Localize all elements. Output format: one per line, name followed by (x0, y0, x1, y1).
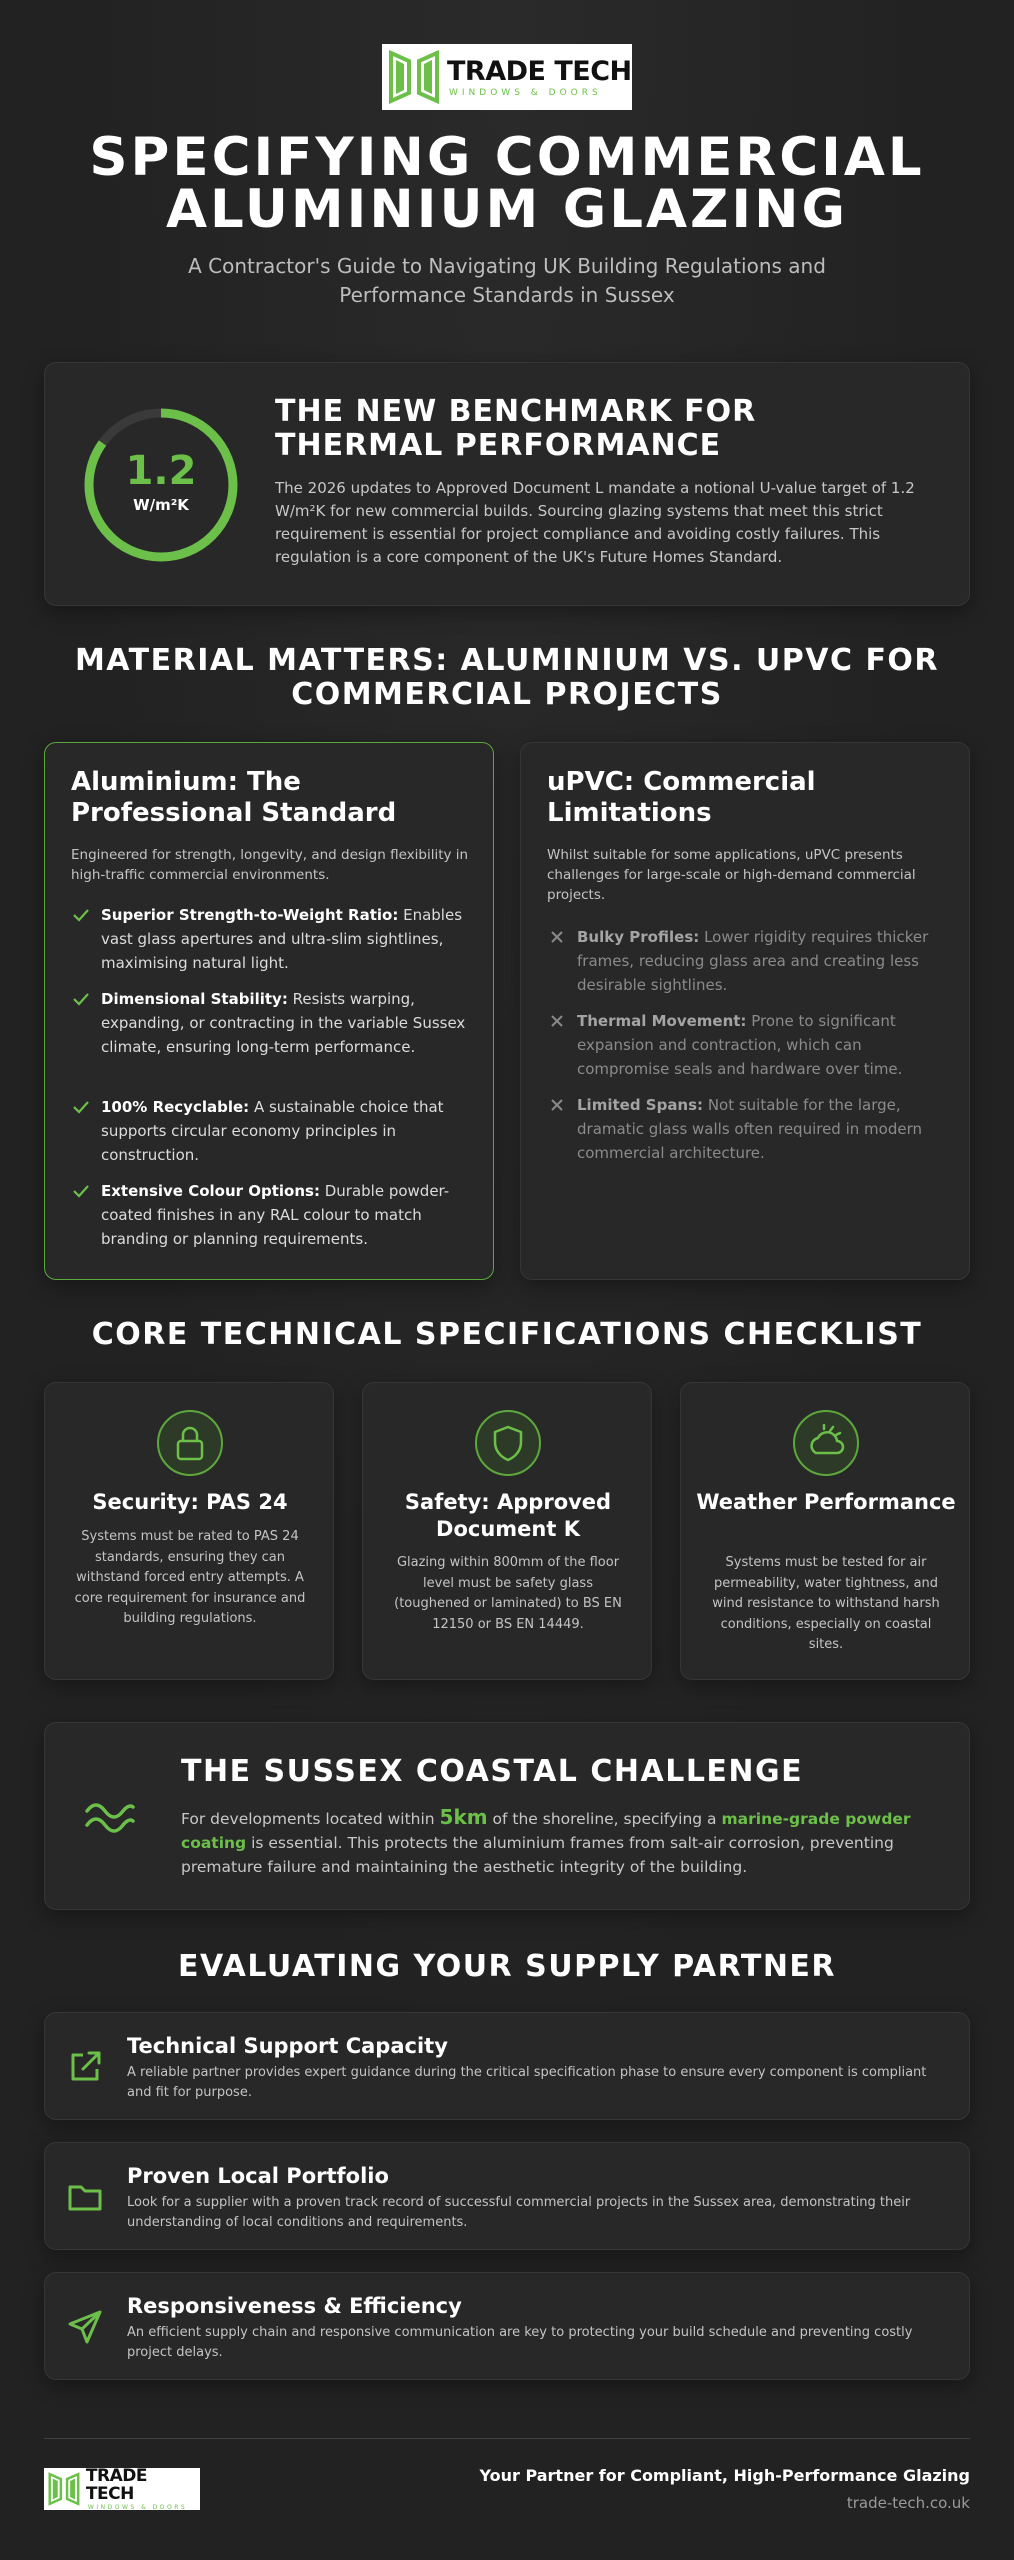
partner-card-support (44, 2012, 970, 2120)
aluminium-card (44, 742, 494, 1280)
shield-icon (474, 1409, 542, 1477)
item-text: Not suitable for the large, dramatic glass walls often required in modern commercial architecture. (577, 1096, 922, 1162)
cross-icon (547, 1011, 567, 1031)
partner-item-body: Look for a supplier with a proven track record of successful commercial projects in the Sussex area, demonstrating their understanding of local conditions and requirements. (127, 2195, 911, 2230)
list-item (71, 987, 481, 1059)
list-item (71, 903, 481, 975)
coastal-card (44, 1722, 970, 1910)
coastal-text: For developments located within (181, 1810, 440, 1828)
weather-icon (792, 1409, 860, 1477)
check-icon (71, 989, 91, 1009)
partner-item-title: Proven Local Portfolio (127, 2164, 389, 2188)
cross-icon (547, 927, 567, 947)
spec-title: Security: PAS 24 (92, 1490, 288, 1514)
upvc-intro: Whilst suitable for some applications, uPVC presents challenges for large-scale or high-demand commercial projects. (547, 847, 916, 903)
item-label: Bulky Profiles: (577, 928, 700, 946)
u-value-number: 1.2 (125, 448, 197, 494)
send-icon (65, 2307, 105, 2347)
brand-sub: WINDOWS & DOORS (87, 2504, 188, 2511)
item-text: Resists warping, expanding, or contracting in the variable Sussex climate, ensuring long-term performance. (101, 990, 466, 1056)
thermal-card (44, 362, 970, 606)
item-label: Extensive Colour Options: (101, 1182, 320, 1200)
upvc-card (520, 742, 970, 1280)
brand-sub: WINDOWS & DOORS (449, 87, 602, 98)
partner-item-body: A reliable partner provides expert guidance during the critical specification phase to ensure every component is compliant and fit for purpose. (127, 2065, 927, 2100)
item-text: Durable powder-coated finishes in any RAL colour to match branding or planning requirements. (101, 1182, 450, 1248)
item-text: A sustainable choice that supports circular economy principles in construction. (101, 1098, 444, 1164)
coastal-text: of the shoreline, specifying a (487, 1810, 722, 1828)
footer-divider (44, 2438, 970, 2439)
u-value-unit: W/m²K (133, 496, 189, 514)
check-icon (71, 1181, 91, 1201)
check-icon (71, 905, 91, 925)
folder-icon (65, 2177, 105, 2217)
spec-title: Weather Performance (696, 1490, 956, 1514)
upvc-title: uPVC: Commercial Limitations (547, 767, 816, 828)
coastal-distance: 5km (439, 1805, 488, 1829)
aluminium-title: Aluminium: The Professional Standard (71, 767, 397, 828)
footer-tagline: Your Partner for Compliant, High-Performance Glazing (479, 2466, 970, 2485)
list-item (71, 1179, 481, 1251)
brand-logo (382, 44, 632, 110)
window-logo-icon (385, 47, 443, 107)
specs-title: CORE TECHNICAL SPECIFICATIONS CHECKLIST (91, 1317, 923, 1352)
spec-card-security (44, 1382, 334, 1680)
cross-icon (547, 1095, 567, 1115)
partner-title: EVALUATING YOUR SUPPLY PARTNER (177, 1949, 837, 1984)
spec-card-weather (680, 1382, 970, 1680)
item-label: Thermal Movement: (577, 1012, 747, 1030)
external-link-icon (65, 2047, 105, 2087)
check-icon (71, 1097, 91, 1117)
item-text: Lower rigidity requires thicker frames, reducing glass area and creating less desirable sightlines. (577, 928, 929, 994)
brand-name: TRADE TECH (447, 55, 632, 87)
spec-body: Systems must be rated to PAS 24 standards, ensuring they can withstand forced entry attempts. A core requirement for insurance and building regulations. (74, 1529, 306, 1626)
list-item (547, 1093, 957, 1165)
coastal-text: is essential. This protects the aluminium frames from salt-air corrosion, preventing premature failure and maintaining the aesthetic integrity of the building. (181, 1834, 894, 1876)
coastal-coating: marine-grade powder coating (181, 1810, 911, 1852)
item-label: Superior Strength-to-Weight Ratio: (101, 906, 399, 924)
spec-body: Systems must be tested for air permeability, water tightness, and wind resistance to withstand harsh conditions, especially on coastal sites. (712, 1555, 940, 1652)
page-subtitle: A Contractor's Guide to Navigating UK Building Regulations and Performance Standards in Sussex (188, 254, 826, 307)
partner-card-portfolio (44, 2142, 970, 2250)
partner-item-title: Technical Support Capacity (127, 2034, 448, 2058)
item-text: Enables vast glass apertures and ultra-slim sightlines, maximising natural light. (101, 906, 463, 972)
aluminium-intro: Engineered for strength, longevity, and design flexibility in high-traffic commercial environments. (71, 847, 469, 883)
page-title: SPECIFYING COMMERCIAL ALUMINIUM GLAZING (89, 127, 925, 240)
list-item (71, 1095, 481, 1167)
thermal-title: THE NEW BENCHMARK FOR THERMAL PERFORMANCE (275, 394, 757, 463)
materials-title: MATERIAL MATTERS: ALUMINIUM VS. UPVC FOR COMMERCIAL PROJECTS (74, 643, 940, 712)
spec-title: Safety: Approved Document K (404, 1490, 612, 1541)
coastal-body (181, 1805, 941, 1879)
spec-card-safety (362, 1382, 652, 1680)
coastal-title: THE SUSSEX COASTAL CHALLENGE (181, 1754, 804, 1789)
footer-logo (44, 2468, 200, 2510)
lock-icon (156, 1409, 224, 1477)
partner-item-body: An efficient supply chain and responsive communication are key to protecting your build schedule and preventing costly project delays. (127, 2325, 913, 2360)
partner-card-responsiveness (44, 2272, 970, 2380)
list-item (547, 925, 957, 997)
window-logo-icon (46, 2470, 82, 2508)
list-item (547, 1009, 957, 1081)
thermal-body: The 2026 updates to Approved Document L mandate a notional U-value target of 1.2 W/m²K for new commercial builds. Sourcing glazing systems that meet this strict requirement is essential for project compliance and avoiding costly failures. This regulation is a core component of the UK's Future Homes Standard. (275, 479, 915, 566)
item-label: Limited Spans: (577, 1096, 704, 1114)
item-text: Prone to significant expansion and contraction, which can compromise seals and hardware over time. (577, 1012, 903, 1078)
waves-icon (81, 1789, 137, 1845)
brand-name: TRADE TECH (85, 2466, 147, 2504)
item-label: 100% Recyclable: (101, 1098, 250, 1116)
spec-body: Glazing within 800mm of the floor level must be safety glass (toughened or laminated) to BS EN 12150 or BS EN 14449. (394, 1555, 622, 1632)
item-label: Dimensional Stability: (101, 990, 288, 1008)
partner-item-title: Responsiveness & Efficiency (127, 2294, 462, 2318)
footer-website-link[interactable]: trade-tech.co.uk (846, 2494, 970, 2512)
